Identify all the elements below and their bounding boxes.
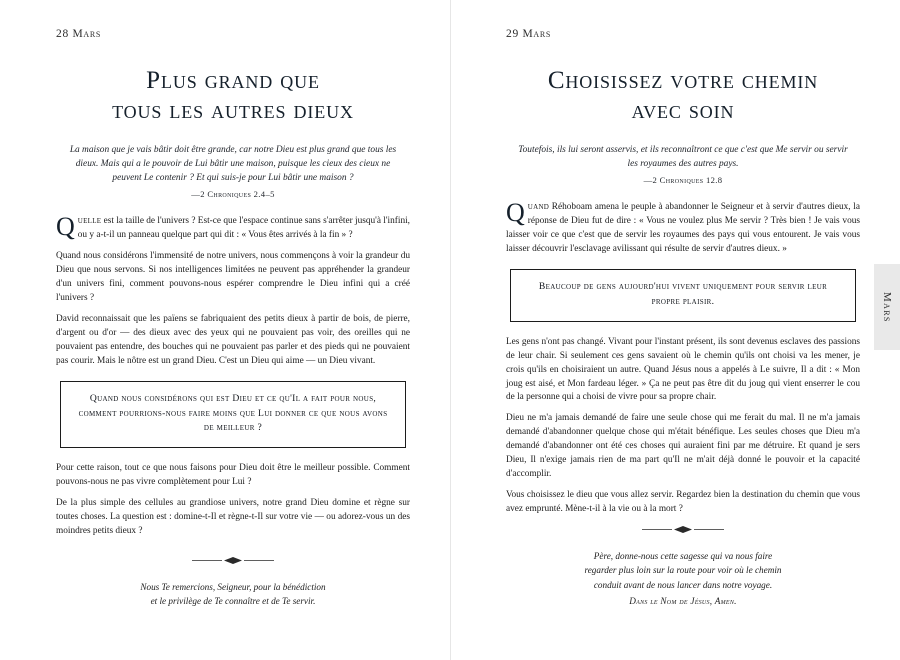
left-page-footer <box>56 539 410 609</box>
right-page-date: 29 Mars <box>506 28 551 40</box>
right-prayer-line-2: regarder plus loin sur la route pour voir où le chemin <box>584 565 782 576</box>
left-page-title <box>56 66 410 125</box>
right-prayer-amen: Dans le Nom de Jésus, Amen. <box>629 595 737 606</box>
right-paragraph-1-smallcaps: uand <box>527 202 550 213</box>
right-paragraph-2: Les gens n'ont pas changé. Vivant pour l'instant présent, ils sont devenus esclaves des passions de leur chair. Si seulement ces gens savaient où le chemin qu'ils ont choisi va les mener, je crois qu'ils en choisiraient un autre. Quand Jésus nous a appelés à Le suivre, Il a dit : « Mon joug est aisé, et Mon fardeau léger. » Ça ne peut pas être dit du joug qui vient enserrer le cou de la personne qui a choisi de vivre pour sa propre chair. <box>506 336 860 403</box>
left-paragraph-1-text: est la taille de l'univers ? Est-ce que l'espace continue sans s'arrêter jusqu'à l'infini, ou y a-t-il un panneau quelque part qui dit : « Vous êtes arrivés à la fin » ? <box>77 216 410 241</box>
left-paragraph-1-smallcaps: uelle <box>77 216 102 227</box>
left-paragraph-3: David reconnaissait que les païens se fabriquaient des petits dieux à partir de bois, de pierre, d'argent ou d'or — des dieux avec des yeux qui ne pouvaient pas voir, des oreilles qui ne pouvaient pas entendre, des bouches qui ne pouvaient pas parler et des pieds qui ne pouvaient pas courir. Mais le nôtre est un grand Dieu. C'est un Dieu qui aime — un Dieu vivant. <box>56 313 410 366</box>
left-prayer-line-2: et le privilège de Te connaître et de Te servir. <box>150 595 316 606</box>
left-page-date: 28 Mars <box>56 28 101 40</box>
right-page-footer <box>506 508 860 608</box>
month-thumb-tab-label: Mars <box>881 291 893 323</box>
left-prayer-line-1: Nous Te remercions, Seigneur, pour la bénédiction <box>140 581 326 592</box>
right-paragraph-1-text: Réhoboam amena le peuple à abandonner le Seigneur et à servir d'autres dieux, la réponse de Dieu fut de dire : « Vous ne voulez plus Me servir ? Très bien ! Je vais vous laisser voir ce que c'est que de servir les royaumes des pays qui vous entourent. Je vais vous laisser découvrir l'esclavage avilissant qui résulte de servir d'autres dieux. » <box>506 202 860 255</box>
right-paragraph-1 <box>506 198 860 257</box>
right-title-line-1: Choisissez votre chemin <box>547 67 819 94</box>
right-title-line-2: avec soin <box>631 96 735 124</box>
left-dropcap: Q <box>56 212 75 242</box>
left-paragraph-2: Quand nous considérons l'immensité de notre univers, nous commençons à voir la grandeur du Dieu que nous servons. Si nos intelligences limitées ne peuvent pas appréhender la grandeur d'un univers fini, comment pouvons-nous espérer comprendre le Dieu infini qui a créé l'univers ? <box>56 251 410 304</box>
ornament-icon <box>640 525 726 534</box>
right-prayer <box>524 549 842 608</box>
right-dropcap: Q <box>506 198 525 228</box>
right-paragraph-3: Dieu ne m'a jamais demandé de faire une seule chose qui me ferait du mal. Il ne m'a jamais demandé d'abandonner quelque chose qui m'était bénéfique. Les seules choses que Dieu m'a demandé d'abandonner ont été ces choses qui auraient fini par me détruire. Et quand je sers Dieu, Il n'exige jamais rien de ma part qu'Il ne m'ait déjà donné le pouvoir et la capacité d'accomplir. <box>506 413 860 480</box>
left-paragraph-5: De la plus simple des cellules au grandiose univers, notre grand Dieu domine et règne sur toutes choses. La question est : domine-t-Il et règne-t-Il sur votre vie — ou adorez-vous un des moindres petits dieux ? <box>56 498 410 537</box>
right-callout-box: Beaucoup de gens aujourd'hui vivent uniquement pour servir leur propre plaisir. <box>510 269 856 322</box>
left-prayer <box>74 580 392 609</box>
right-page-title <box>506 66 860 125</box>
right-epigraph: Toutefois, ils lui seront asservis, et ils reconnaîtront ce que c'est que Me servir ou servir les royaumes des autres pays. <box>518 145 848 170</box>
right-prayer-line-1: Père, donne-nous cette sagesse qui va nous faire <box>593 551 773 561</box>
right-epigraph-reference: —2 Chroniques 12.8 <box>643 175 723 186</box>
left-epigraph-reference: —2 Chroniques 2.4–5 <box>191 189 275 200</box>
left-paragraph-1 <box>56 212 410 243</box>
ornament-divider-right <box>506 524 860 535</box>
right-prayer-line-3: conduit avant de nous lancer dans notre voyage. <box>593 579 773 590</box>
ornament-divider <box>56 555 410 566</box>
right-paragraph-4: Vous choisissez le dieu que vous allez servir. Regardez bien la destination du chemin que vous avez emprunté. Mène-t-il à la vie ou à la mort ? <box>506 490 860 514</box>
left-paragraph-4: Pour cette raison, tout ce que nous faisons pour Dieu doit être le meilleur possible. Comment pouvons-nous ne pas vivre complètement pour Lui ? <box>56 463 410 488</box>
ornament-icon <box>190 556 276 565</box>
right-page <box>450 0 900 660</box>
left-title-line-1: Plus grand que <box>146 67 320 94</box>
left-epigraph: La maison que je vais bâtir doit être grande, car notre Dieu est plus grand que tous les dieux. Mais qui a le pouvoir de Lui bâtir une maison, puisque les cieux des cieux ne peuvent Le contenir ? Et qui suis-je pour Lui bâtir une maison ? <box>69 145 397 184</box>
month-thumb-tab[interactable] <box>874 264 900 350</box>
left-title-line-2: tous les autres dieux <box>112 96 354 124</box>
left-callout-box: Quand nous considérons qui est Dieu et ce qu'Il a fait pour nous, comment pourrions-nous faire moins que Lui donner ce que nous avons de meilleur ? <box>60 381 406 449</box>
